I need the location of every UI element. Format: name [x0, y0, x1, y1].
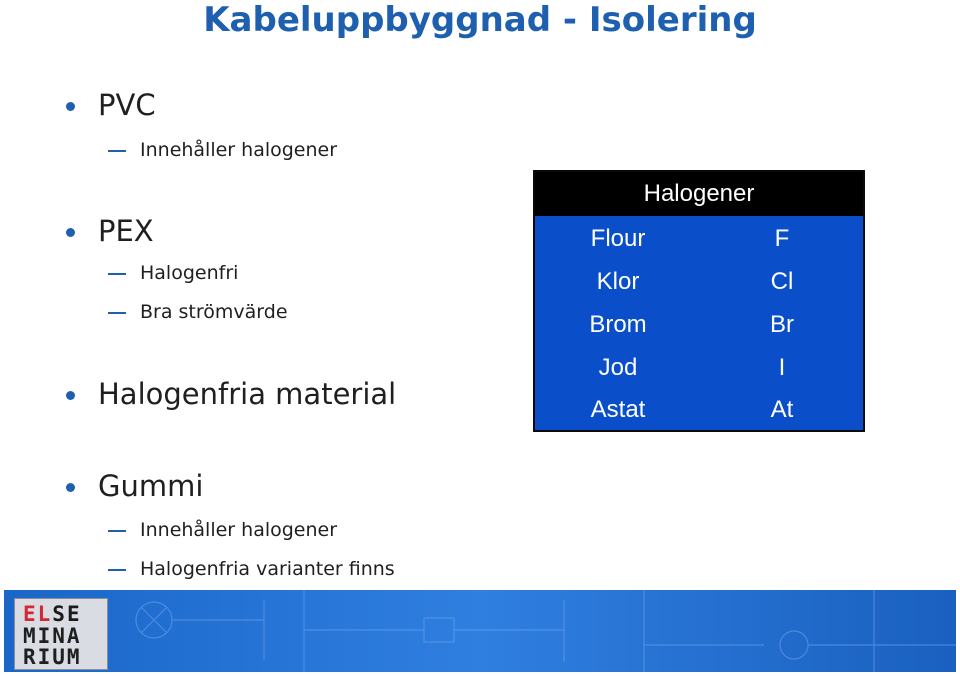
- dash-icon: [108, 569, 126, 571]
- bullet-dot-icon: [66, 102, 75, 111]
- halogen-symbol: Cl: [770, 268, 794, 295]
- dash-icon: [108, 150, 126, 152]
- logo-line-3: RIUM: [23, 645, 82, 669]
- sub-bullet-label: Halogenfria varianter finns: [140, 558, 395, 580]
- bullet-label: Gummi: [98, 469, 204, 503]
- halogen-name: Brom: [589, 311, 647, 338]
- halogen-name: Jod: [598, 354, 638, 381]
- slide-title: Kabeluppbyggnad - Isolering: [203, 0, 757, 40]
- halogen-symbol: At: [770, 396, 794, 423]
- sub-bullet-label: Halogenfri: [140, 262, 239, 284]
- halogen-name: Flour: [590, 225, 646, 252]
- sub-bullet-label: Bra strömvärde: [140, 301, 288, 323]
- bullet-label: PVC: [98, 88, 156, 122]
- sub-bullet-label: Innehåller halogener: [140, 139, 338, 161]
- dash-icon: [108, 312, 126, 314]
- bullet-label: Halogenfria material: [98, 377, 397, 411]
- bullet-dot-icon: [66, 391, 75, 400]
- halogen-row: [535, 346, 863, 389]
- halogen-row: [535, 388, 863, 431]
- bullet-dot-icon: [66, 228, 75, 237]
- halogen-symbol: Br: [770, 311, 794, 338]
- halogen-row: [535, 217, 863, 260]
- halogen-symbol: I: [778, 354, 786, 381]
- halogen-row: [535, 260, 863, 303]
- halogen-name: Astat: [590, 396, 646, 423]
- footer-banner: [4, 590, 956, 672]
- halogen-symbol: F: [774, 225, 790, 252]
- halogen-name: Klor: [596, 268, 640, 295]
- dash-icon: [108, 273, 126, 275]
- circuit-pattern-icon: [4, 590, 956, 672]
- dash-icon: [108, 530, 126, 532]
- logo-line-2: MINA: [23, 624, 82, 648]
- elseminarium-logo: [14, 598, 108, 670]
- sub-bullet-label: Innehåller halogener: [140, 519, 338, 541]
- halogen-table: [533, 170, 865, 432]
- halogen-table-header: Halogener: [535, 172, 863, 216]
- halogen-row: [535, 303, 863, 346]
- logo-line-1: ELSE: [23, 602, 82, 626]
- bullet-dot-icon: [66, 483, 75, 492]
- bullet-label: PEX: [98, 214, 154, 248]
